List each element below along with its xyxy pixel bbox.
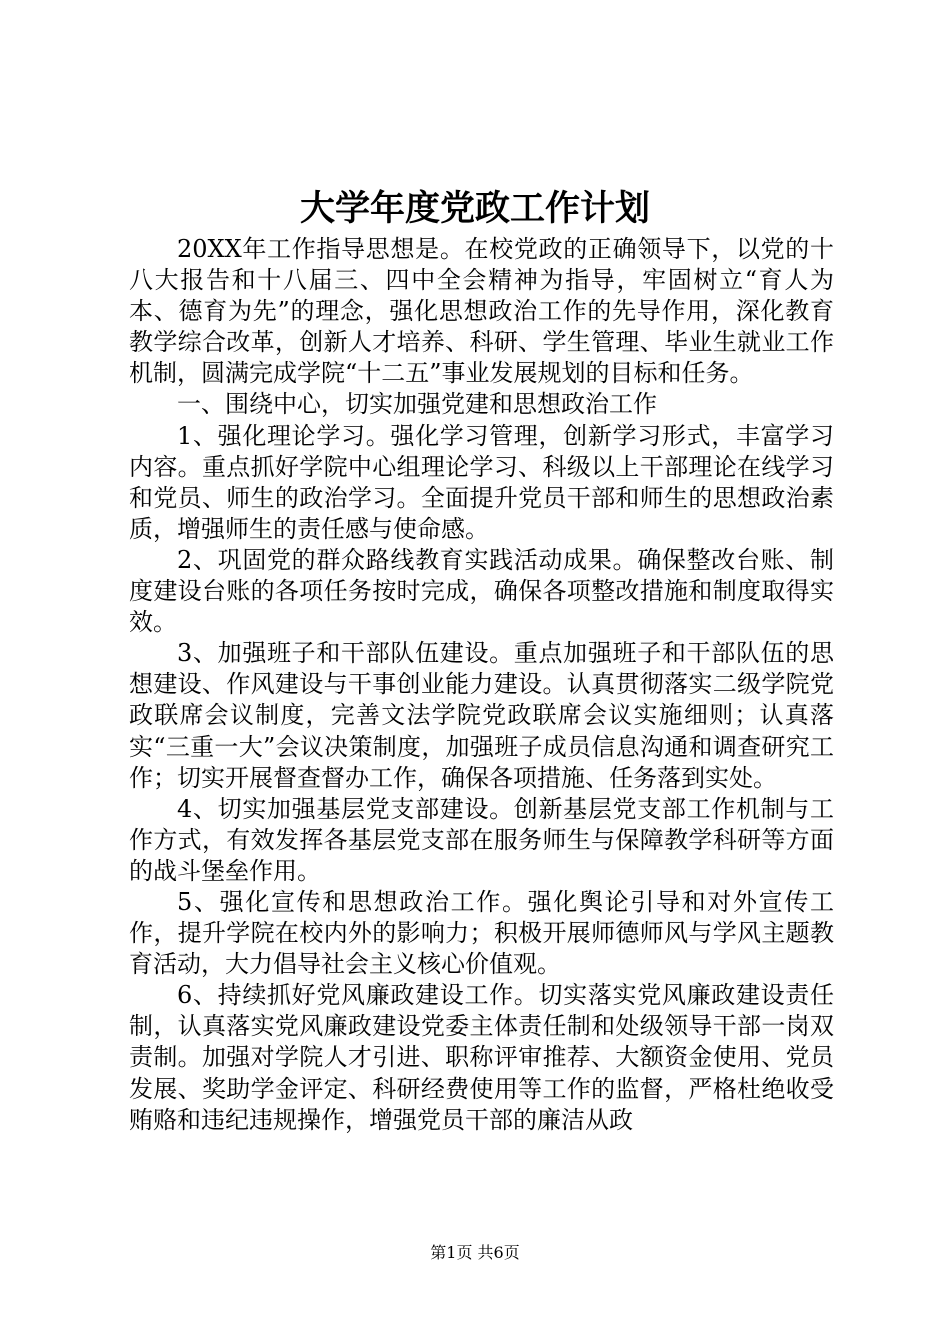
paragraph-guiding-thought: 20XX年工作指导思想是。在校党政的正确领导下，以党的十八大报告和十八届三、四中全会精神为指导，牢固树立“育人为本、德育为先”的理念，强化思想政治工作的先导作用，深化教育教学综合改革，创新人才培养、科研、学生管理、毕业生就业工作机制，圆满完成学院“十二五”事业发展规划的目标和任务。 [129,235,834,388]
paragraph-item-5: 5、强化宣传和思想政治工作。强化舆论引导和对外宣传工作，提升学院在校内外的影响力；积极开展师德师风与学风主题教育活动，大力倡导社会主义核心价值观。 [129,887,834,979]
section-heading-1: 一、围绕中心，切实加强党建和思想政治工作 [177,390,657,419]
paragraph-item-4: 4、切实加强基层党支部建设。创新基层党支部工作机制与工作方式，有效发挥各基层党支部在服务师生与保障教学科研等方面的战斗堡垒作用。 [129,794,834,885]
document-title: 大学年度党政工作计划 [299,189,650,229]
document-body [129,234,834,1136]
paragraph-item-2: 2、巩固党的群众路线教育实践活动成果。确保整改台账、制度建设台账的各项任务按时完成，确保各项整改措施和制度取得实效。 [129,545,834,637]
paragraph-item-6: 6、持续抓好党风廉政建设工作。切实落实党风廉政建设责任制，认真落实党风廉政建设党委主体责任制和处级领导干部一岗双责制。加强对学院人才引进、职称评审推荐、大额资金使用、党员发展、奖助学金评定、科研经费使用等工作的监督，严格杜绝收受贿赂和违纪违规操作，增强党员干部的廉洁从政 [129,981,834,1134]
page-footer: 第1页 共6页 [430,1243,520,1262]
paragraph-item-3: 3、加强班子和干部队伍建设。重点加强班子和干部队伍的思想建设、作风建设与干事创业能力建设。认真贯彻落实二级学院党政联席会议制度，完善文法学院党政联席会议实施细则；认真落实“三重一大”会议决策制度，加强班子成员信息沟通和调查研究工作；切实开展督查督办工作，确保各项措施、任务落到实处。 [129,639,834,792]
paragraph-item-1: 1、强化理论学习。强化学习管理，创新学习形式，丰富学习内容。重点抓好学院中心组理论学习、科级以上干部理论在线学习和党员、师生的政治学习。全面提升党员干部和师生的思想政治素质，增强师生的责任感与使命感。 [129,421,834,543]
